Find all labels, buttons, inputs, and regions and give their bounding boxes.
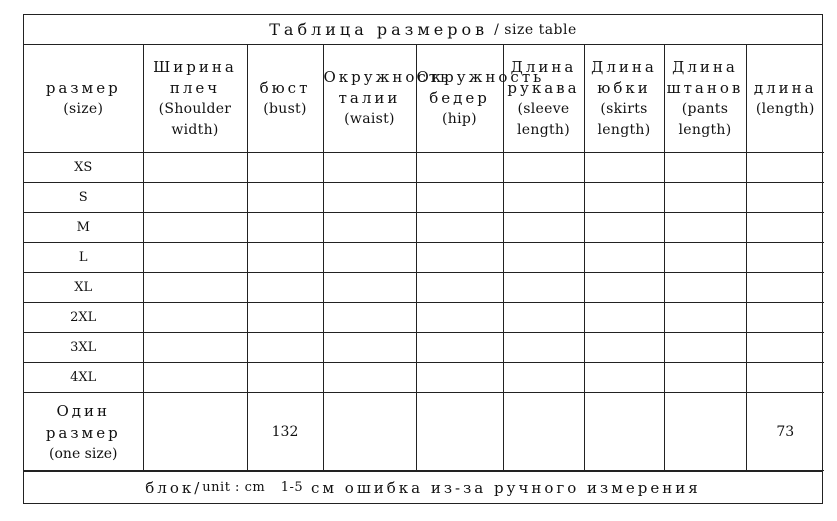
table-cell bbox=[143, 183, 247, 213]
footer-text: см ошибка из-за ручного измерения bbox=[310, 478, 701, 497]
table-row bbox=[24, 153, 824, 183]
footer-range: 1-5 bbox=[280, 480, 304, 495]
table-cell bbox=[416, 393, 503, 471]
size-cell: 3XL bbox=[24, 333, 143, 363]
table-cell bbox=[746, 213, 824, 243]
size-cell: M bbox=[24, 213, 143, 243]
table-row bbox=[24, 363, 824, 393]
table-cell bbox=[323, 183, 416, 213]
table-row bbox=[24, 213, 824, 243]
table-cell bbox=[664, 393, 746, 471]
table-cell bbox=[664, 213, 746, 243]
table-cell bbox=[247, 333, 323, 363]
table-cell bbox=[664, 363, 746, 393]
measurement-note bbox=[24, 471, 822, 503]
table-cell bbox=[143, 153, 247, 183]
table-cell bbox=[503, 303, 584, 333]
table-cell bbox=[746, 303, 824, 333]
table-cell bbox=[584, 333, 664, 363]
table-cell bbox=[746, 273, 824, 303]
table-cell bbox=[247, 303, 323, 333]
table-cell bbox=[503, 393, 584, 471]
table-row bbox=[24, 243, 824, 273]
col-header-pants: Длина штанов (pants length) bbox=[664, 45, 746, 153]
table-row bbox=[24, 333, 824, 363]
one-size-row bbox=[24, 393, 824, 471]
table-cell bbox=[503, 243, 584, 273]
table-cell bbox=[247, 243, 323, 273]
table-cell bbox=[503, 153, 584, 183]
size-cell: 2XL bbox=[24, 303, 143, 333]
table-cell bbox=[323, 273, 416, 303]
table-cell bbox=[143, 333, 247, 363]
table-cell bbox=[416, 183, 503, 213]
table-row bbox=[24, 273, 824, 303]
table-cell bbox=[584, 303, 664, 333]
footer-prefix: блок/ bbox=[145, 478, 203, 497]
table-cell bbox=[503, 183, 584, 213]
table-cell bbox=[746, 333, 824, 363]
table-row bbox=[24, 183, 824, 213]
table-cell bbox=[323, 153, 416, 183]
table-cell bbox=[503, 273, 584, 303]
table-row bbox=[24, 303, 824, 333]
table-title bbox=[24, 15, 822, 45]
size-cell: XS bbox=[24, 153, 143, 183]
table-cell bbox=[416, 243, 503, 273]
header-row bbox=[24, 45, 824, 153]
col-header-shoulder: Ширина плеч (Shoulder width) bbox=[143, 45, 247, 153]
table-cell bbox=[664, 153, 746, 183]
table-cell bbox=[323, 243, 416, 273]
table-cell bbox=[746, 183, 824, 213]
table-cell bbox=[664, 273, 746, 303]
col-header-length: длина (length) bbox=[746, 45, 824, 153]
title-en: / size table bbox=[494, 21, 577, 38]
table-cell bbox=[746, 363, 824, 393]
table-cell bbox=[746, 243, 824, 273]
table-cell bbox=[247, 363, 323, 393]
size-cell: XL bbox=[24, 273, 143, 303]
table-cell bbox=[143, 363, 247, 393]
table-cell bbox=[503, 363, 584, 393]
table-cell bbox=[143, 213, 247, 243]
one-size-bust: 132 bbox=[247, 393, 323, 471]
table-cell bbox=[416, 303, 503, 333]
one-size-label: Один размер (one size) bbox=[24, 393, 143, 471]
table-cell bbox=[416, 213, 503, 243]
size-table bbox=[24, 45, 824, 471]
col-header-bust: бюст (bust) bbox=[247, 45, 323, 153]
table-cell bbox=[664, 183, 746, 213]
table-cell bbox=[416, 273, 503, 303]
table-cell bbox=[143, 243, 247, 273]
col-header-waist: Окружность талии (waist) bbox=[323, 45, 416, 153]
one-size-length: 73 bbox=[746, 393, 824, 471]
table-cell bbox=[416, 333, 503, 363]
table-cell bbox=[323, 213, 416, 243]
table-cell bbox=[143, 393, 247, 471]
table-cell bbox=[746, 153, 824, 183]
table-cell bbox=[503, 333, 584, 363]
table-cell bbox=[584, 273, 664, 303]
table-cell bbox=[247, 153, 323, 183]
table-cell bbox=[416, 153, 503, 183]
table-cell bbox=[584, 363, 664, 393]
table-cell bbox=[664, 303, 746, 333]
table-cell bbox=[323, 333, 416, 363]
table-cell bbox=[247, 183, 323, 213]
table-cell bbox=[584, 183, 664, 213]
table-cell bbox=[323, 363, 416, 393]
col-header-size: размер (size) bbox=[24, 45, 143, 153]
table-cell bbox=[143, 303, 247, 333]
size-cell: 4XL bbox=[24, 363, 143, 393]
size-table-frame bbox=[23, 14, 823, 504]
table-cell bbox=[323, 393, 416, 471]
table-cell bbox=[247, 213, 323, 243]
table-cell bbox=[247, 273, 323, 303]
table-cell bbox=[584, 243, 664, 273]
size-cell: L bbox=[24, 243, 143, 273]
footer-unit: unit : cm bbox=[202, 480, 266, 495]
table-cell bbox=[584, 153, 664, 183]
table-cell bbox=[323, 303, 416, 333]
table-cell bbox=[416, 363, 503, 393]
size-cell: S bbox=[24, 183, 143, 213]
title-ru: Таблица размеров bbox=[269, 20, 489, 39]
col-header-hip: Окружность бедер (hip) bbox=[416, 45, 503, 153]
col-header-skirt: Длина юбки (skirts length) bbox=[584, 45, 664, 153]
table-cell bbox=[584, 393, 664, 471]
table-cell bbox=[503, 213, 584, 243]
table-cell bbox=[664, 243, 746, 273]
table-cell bbox=[584, 213, 664, 243]
table-cell bbox=[664, 333, 746, 363]
col-header-sleeve: Длина рукава (sleeve length) bbox=[503, 45, 584, 153]
table-cell bbox=[143, 273, 247, 303]
